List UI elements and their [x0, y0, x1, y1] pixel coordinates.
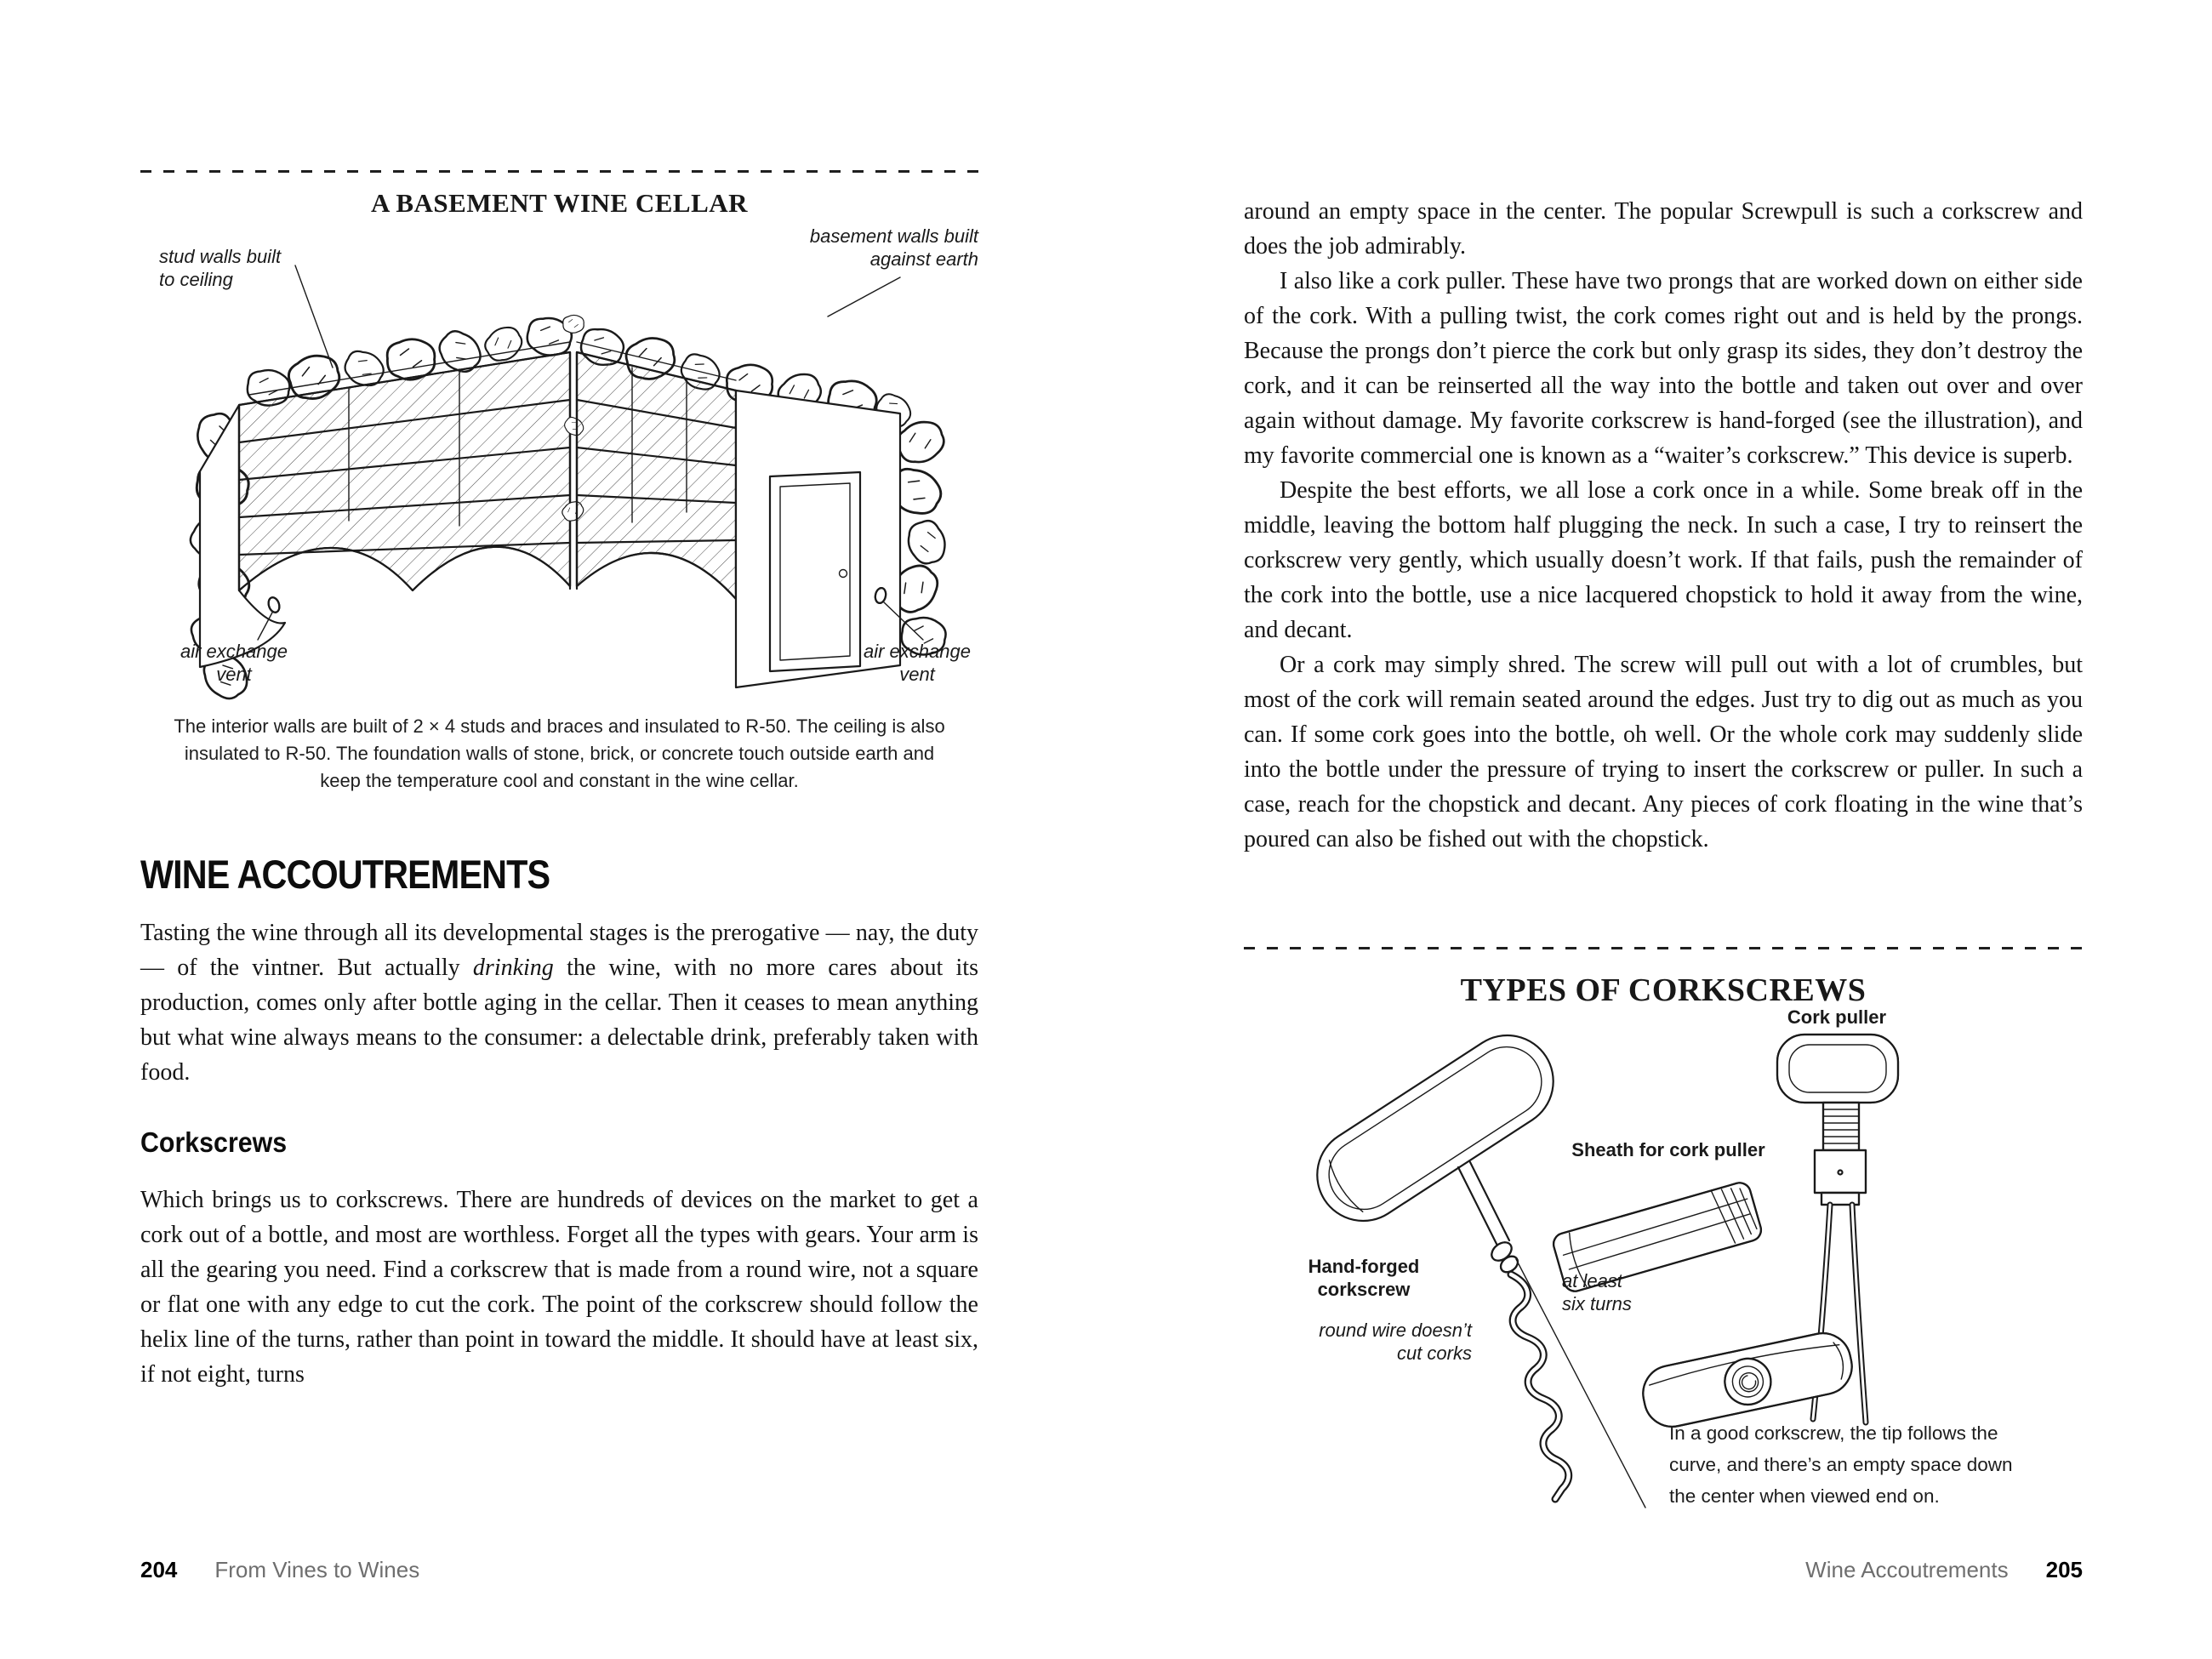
leader-stud-walls — [295, 265, 333, 368]
wine-cellar-figure — [140, 223, 978, 706]
book-title: From Vines to Wines — [214, 1557, 420, 1582]
label-round-wire: round wire doesn’t cut corks — [1319, 1320, 1472, 1364]
label-vent-right: air exchange vent — [864, 641, 971, 685]
corkscrew-types-figure — [1244, 1004, 2083, 1531]
label-sheath: Sheath for cork puller — [1571, 1139, 1765, 1160]
body-paragraph: around an empty space in the center. The popular Screwpull is such a corkscrew and does the job admirably. — [1244, 198, 2083, 259]
top-dashed-rule-left — [140, 170, 978, 173]
section-heading: WINE ACCOUTREMENTS — [140, 852, 550, 897]
subsection-heading: Corkscrews — [140, 1126, 288, 1158]
hand-forged-handle — [1300, 1018, 1571, 1238]
label-vent-left: air exchange vent — [180, 641, 288, 685]
right-wine-rack — [577, 352, 736, 599]
label-stud-walls: stud walls built to ceiling — [159, 246, 282, 290]
body-paragraph: Or a cork may simply shred. The screw will pull out with a lot of crumbles, but most of the cork will remain seated around the edges. Just try to dig out as much as you can. If some cork goes into the bottle, oh well. Or the whole cork may suddenly slide into the bottle under the pressure of trying to insert the corkscrew or puller. In such a case, reach for the chopstick and decant. Any pieces of cork floating in the wine that’s poured can also be fished out with the chopstick. — [1244, 652, 2083, 852]
body-paragraph: Despite the best efforts, we all lose a cork once in a while. Some break off in the middle, leaving the bottom half plugging the neck. In such a case, I try to reinsert the corkscrew very gently, which usually doesn’t work. If that fails, push the remainder of the cork into the bottle, use a nice lacquered chopstick to hold it away from the wine, and decant. — [1244, 477, 2083, 643]
corkscrews-paragraph: Which brings us to corkscrews. There are hundreds of devices on the market to get a cork out of a bottle, and most are worthless. Forget all the types with gears. Your arm is all the gearing you need. Find a corkscrew that is made from a round wire, not a square or flat one with any edge to cut the cork. The point of the corkscrew should follow the helix line of the turns, rather than point in toward the middle. It should have at least six, if not eight, turns — [140, 1187, 978, 1388]
corkscrew-figure-caption: In a good corkscrew, the tip follows the curve, and there’s an empty space down the center when viewed end on. — [1669, 1422, 2013, 1507]
corkscrew-end-view — [1638, 1328, 1857, 1432]
hand-forged-helix — [1511, 1274, 1569, 1499]
cellar-figure-title: A BASEMENT WINE CELLAR — [370, 188, 749, 218]
hand-forged-shaft — [1458, 1162, 1521, 1275]
intro-paragraph — [140, 915, 978, 1090]
body-paragraph: I also like a cork puller. These have two prongs that are worked down on either side of the cork. With a pulling twist, the cork comes right out and is held by the prongs. Because the prongs don’t pierce the cork but only grasp its sides, they don’t destroy the cork, and it can be reinserted all the way into the bottle and taken out over and over again without damage. My favorite corkscrew is hand-forged (see the illustration), and my favorite commercial one is known as a “waiter’s corkscrew.” This device is superb. — [1244, 268, 2083, 469]
leader-basement-walls — [828, 277, 900, 316]
label-hand-forged: Hand-forged corkscrew — [1308, 1256, 1420, 1300]
corkscrews-figure-title: TYPES OF CORKSCREWS — [1460, 972, 1867, 1008]
label-six-turns: at least six turns — [1562, 1270, 1632, 1314]
label-cork-puller: Cork puller — [1787, 1006, 1887, 1028]
cellar-drawing — [184, 265, 949, 706]
section-title-footer: Wine Accoutrements — [1805, 1557, 2009, 1582]
cellar-figure-caption: The interior walls are built of 2 × 4 studs and braces and insulated to R-50. The ceiling is also insulated to R-50. The foundation walls of stone, brick, or concrete touch outside earth and keep the temperature cool and constant in the wine cellar. — [174, 715, 945, 791]
label-basement-walls: basement walls built against earth — [809, 225, 978, 270]
footer-right — [1244, 1557, 2083, 1583]
intro-text-before: Tasting the wine through all its developmental stages is the prerogative — nay, the duty — of the vintner. But actually — [140, 920, 978, 981]
page-number-left: 204 — [140, 1557, 178, 1582]
right-page-body — [1244, 194, 2083, 857]
wine-cellar-illustration — [140, 223, 978, 706]
dashed-rule-right — [1244, 947, 2083, 949]
page-number-right: 205 — [2045, 1557, 2083, 1582]
intro-text-italic: drinking — [472, 955, 554, 981]
intro-text-after: the wine, with no more cares about its production, comes only after bottle aging in the cellar. Then it ceases to mean anything but what wine always means to the consumer: a delectable drink, preferably taken with food. — [140, 955, 978, 1086]
footer-left — [140, 1557, 419, 1583]
